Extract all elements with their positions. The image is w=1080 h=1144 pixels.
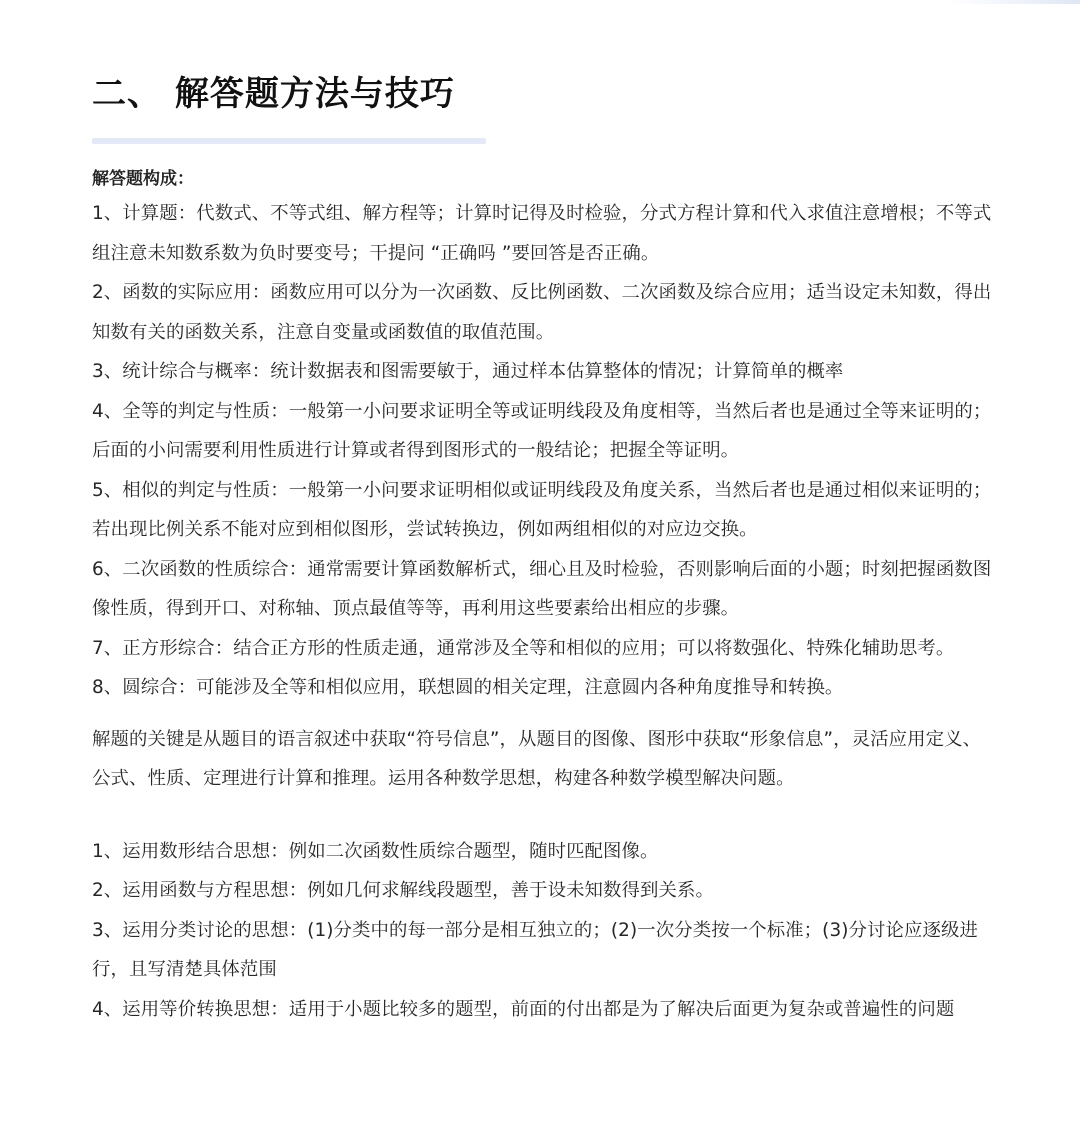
list-item: 4、运用等价转换思想：适用于小题比较多的题型，前面的付出都是为了解决后面更为复杂或普遍性的问题: [92, 998, 955, 1020]
list-item: 7、正方形综合：结合正方形的性质走通，通常涉及全等和相似的应用；可以将数强化、特殊化辅助思考。: [92, 637, 955, 659]
structure-subheading: 解答题构成：: [92, 169, 194, 189]
list-item: 1、计算题：代数式、不等式组、解方程等；计算时记得及时检验，分式方程计算和代入求值注意增根；不等式组注意未知数系数为负时要变号；干提问 “正确吗 ”要回答是否正确。: [92, 203, 992, 264]
list-item: 3、统计综合与概率：统计数据表和图需要敏于，通过样本估算整体的情况；计算简单的概率: [92, 361, 844, 382]
list-item: 1、运用数形结合思想：例如二次函数性质综合题型，随时匹配图像。: [92, 840, 659, 862]
question-type-list: [92, 194, 992, 708]
list-item: 8、圆综合：可能涉及全等和相似应用，联想圆的相关定理，注意圆内各种角度推导和转换。: [92, 677, 844, 698]
heading-underline: [92, 138, 486, 144]
list-item: 3、运用分类讨论的思想：(1)分类中的每一部分是相互独立的；(2)一次分类按一个标准；(3)分讨论应逐级进行，且写清楚具体范围: [92, 919, 978, 980]
top-accent-bar: [950, 0, 1080, 4]
list-item: 6、二次函数的性质综合：通常需要计算函数解析式，细心且及时检验，否则影响后面的小题；时刻把握函数图像性质，得到开口、对称轴、顶点最值等等，再利用这些要素给出相应的步骤。: [92, 558, 992, 619]
section-heading: 二、 解答题方法与技巧: [92, 74, 455, 114]
method-list: [92, 832, 992, 1030]
list-item: 5、相似的判定与性质：一般第一小问要求证明相似或证明线段及角度关系，当然后者也是通过相似来证明的；若出现比例关系不能对应到相似图形，尝试转换边，例如两组相似的对应边交换。: [92, 479, 992, 540]
list-item: 2、运用函数与方程思想：例如几何求解线段题型，善于设未知数得到关系。: [92, 880, 714, 901]
document-page: [92, 60, 992, 1029]
list-item: 4、全等的判定与性质：一般第一小问要求证明全等或证明线段及角度相等，当然后者也是通过全等来证明的；后面的小问需要利用性质进行计算或者得到图形式的一般结论；把握全等证明。: [92, 400, 992, 461]
summary-paragraph: 解题的关键是从题目的语言叙述中获取“符号信息”，从题目的图像、图形中获取“形象信息”，灵活应用定义、公式、性质、定理进行计算和推理。运用各种数学思想，构建各种数学模型解决问题。: [92, 728, 982, 789]
list-item: 2、函数的实际应用：函数应用可以分为一次函数、反比例函数、二次函数及综合应用；适当设定未知数，得出知数有关的函数关系，注意自变量或函数值的取值范围。: [92, 282, 992, 343]
